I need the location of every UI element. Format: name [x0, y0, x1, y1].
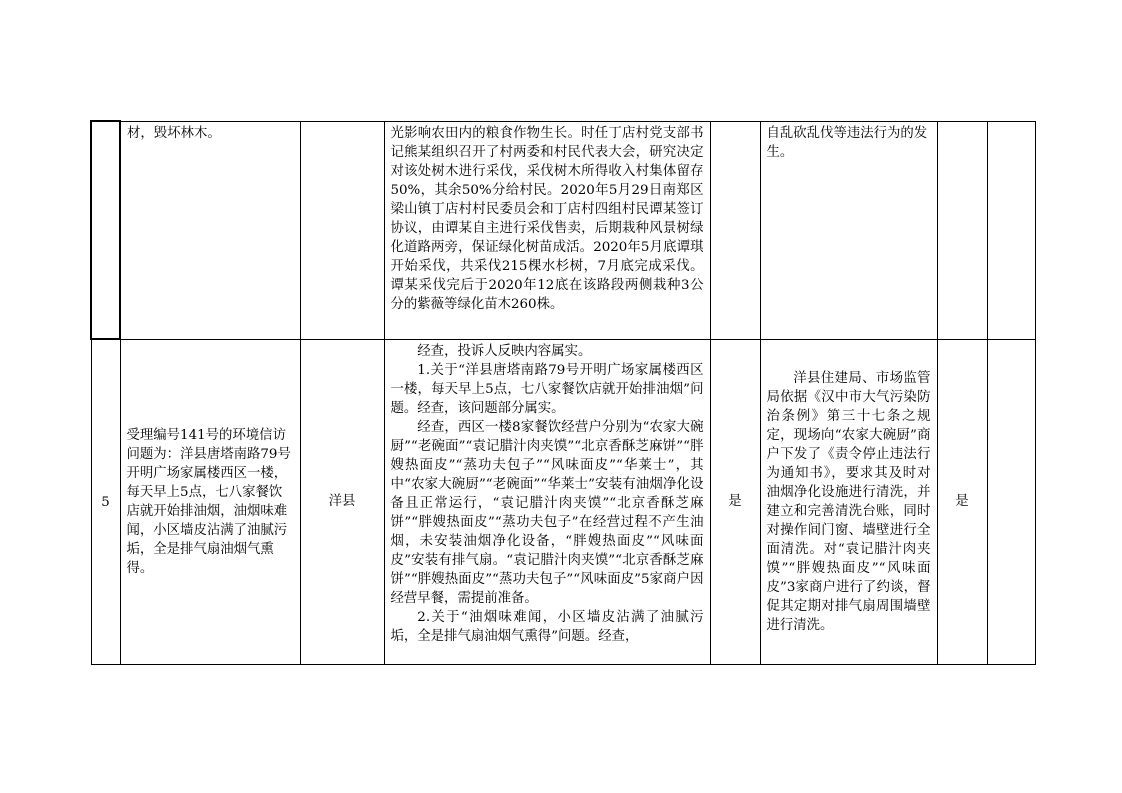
table-row: [91, 121, 1035, 339]
verified-cell: 是: [710, 339, 760, 665]
issue-cell: 受理编号141号的环境信访问题为：洋县唐塔南路79号开明广场家属楼西区一楼，每天早上5点，七八家餐饮店就开始排油烟，油烟味难闻，小区墙皮沾满了油腻污垢，全是排气扇油烟气熏得。: [120, 339, 300, 665]
row-number-cell: 5: [91, 339, 120, 665]
issue-cell: 材，毁坏林木。: [120, 121, 300, 339]
complaint-table: [90, 120, 1036, 665]
row-number-cell: [91, 121, 120, 339]
findings-paragraph: 经查，投诉人反映内容属实。: [417, 343, 592, 359]
remark-cell: [987, 339, 1035, 665]
table-row: [91, 339, 1035, 665]
handling-cell: 洋县住建局、市场监管局依据《汉中市大气污染防治条例》第三十七条之规定，现场向“农家大碗厨”商户下发了《责令停止违法行为通知书》，要求其及时对油烟净化设施进行清洗，并建立和完善清洗台账，同时对操作间门窗、墙壁进行全面清洗。对“袁记腊汁肉夹馍”“胖嫂热面皮”“风味面皮”3家商户进行了约谈，督促其定期对排气扇周围墙壁进行清洗。: [760, 339, 937, 665]
rectified-cell: [937, 121, 987, 339]
findings-paragraph: 2.关于“油烟味难闻，小区墙皮沾满了油腻污垢，全是排气扇油烟气熏得”问题。经查，: [390, 609, 704, 644]
findings-cell: [384, 339, 710, 665]
area-cell: [300, 121, 384, 339]
handling-cell: 自乱砍乱伐等违法行为的发生。: [760, 121, 937, 339]
rectified-cell: 是: [937, 339, 987, 665]
findings-paragraph: 光影响农田内的粮食作物生长。时任丁店村党支部书记熊某组织召开了村两委和村民代表大会，研究决定对该处树木进行采伐，采伐树木所得收入村集体留存50%，其余50%分给村民。2020年5月29日南郑区梁山镇丁店村村民委员会和丁店村四组村民谭某签订协议，由谭某自主进行采伐售卖，后期栽种风景树绿化道路两旁，保证绿化树苗成活。2020年5月底谭琪开始采伐，共采伐215棵水杉树，7月底完成采伐。谭某采伐完后于2020年12底在该路段两侧栽种3公分的紫薇等绿化苗木260株。: [390, 125, 704, 312]
area-cell: 洋县: [300, 339, 384, 665]
findings-paragraph: 1.关于“洋县唐塔南路79号开明广场家属楼西区一楼，每天早上5点，七八家餐饮店就开始排油烟”问题。经查，该问题部分属实。: [390, 362, 704, 416]
remark-cell: [987, 121, 1035, 339]
findings-cell: [384, 121, 710, 339]
verified-cell: [710, 121, 760, 339]
findings-paragraph: 经查，西区一楼8家餐饮经营户分别为“农家大碗厨”“老碗面”“袁记腊汁肉夹馍”“北京香酥芝麻饼”“胖嫂热面皮”“蒸功夫包子”“风味面皮”“华莱士”，其中“农家大碗厨”“老碗面”“华莱士”安装有油烟净化设备且正常运行，“袁记腊汁肉夹馍”“北京香酥芝麻饼”“胖嫂热面皮”“蒸功夫包子”在经营过程不产生油烟，未安装油烟净化设备，“胖嫂热面皮”“风味面皮”安装有排气扇。“袁记腊汁肉夹馍”“北京香酥芝麻饼”“胖嫂热面皮”“蒸功夫包子”“风味面皮”5家商户因经营早餐，需提前准备。: [390, 419, 704, 606]
